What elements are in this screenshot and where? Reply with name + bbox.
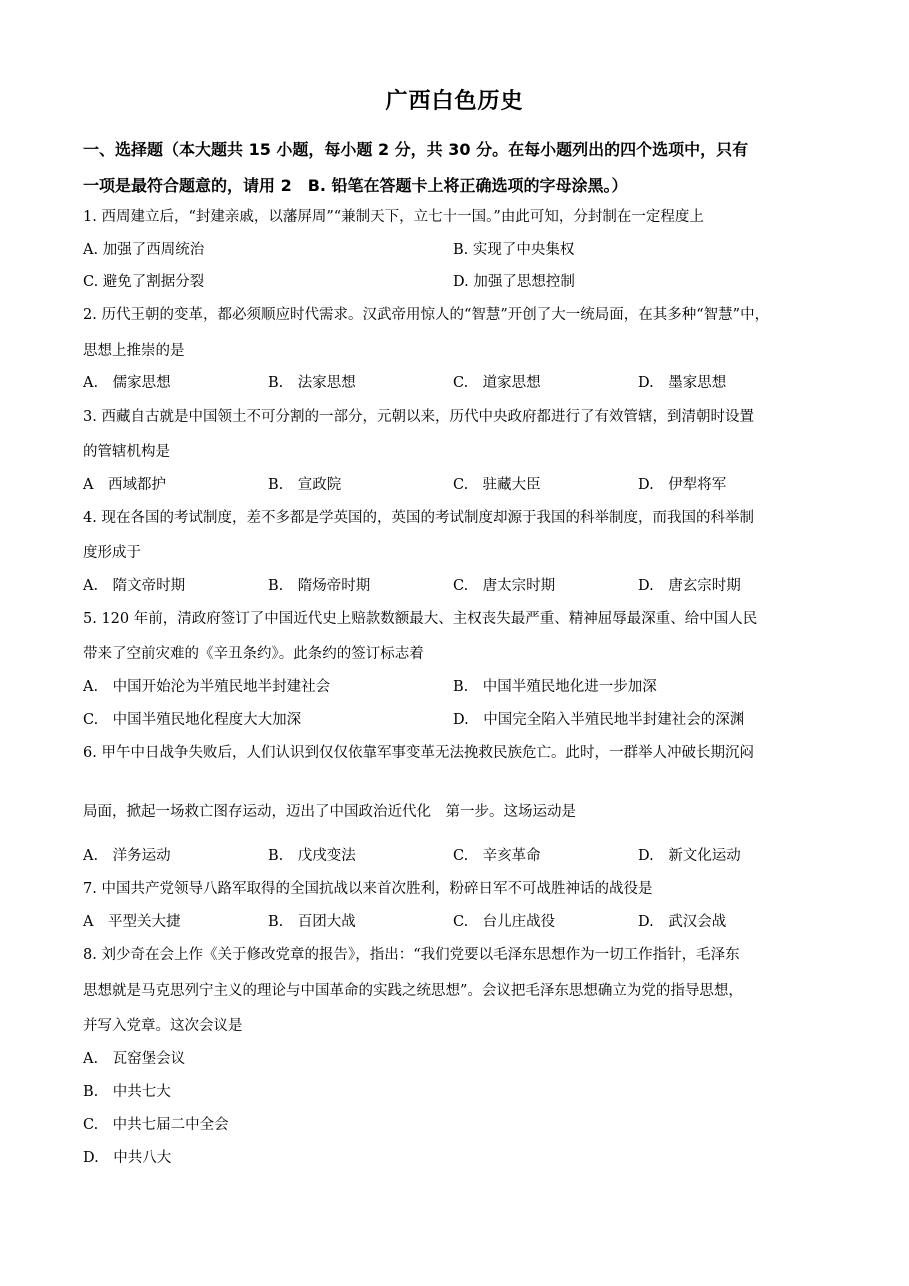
question-4-stem-line-2: 度形成于 [83, 545, 141, 561]
question-4-option-a: A. 隋文帝时期 [83, 578, 186, 594]
question-6-option-c: C. 辛亥革命 [453, 848, 541, 864]
section-heading-line-1: 一、选择题（本大题共 15 小题，每小题 2 分，共 30 分。在每小题列出的四个选项中，只有 [83, 140, 749, 159]
question-6-option-b: B. 戊戌变法 [268, 848, 356, 864]
question-8-option-a: A. 瓦窑堡会议 [83, 1051, 186, 1067]
question-5-stem-line-2: 带来了空前灾难的《辛丑条约》。此条约的签订标志着 [83, 646, 424, 662]
question-2-option-a: A. 儒家思想 [83, 375, 171, 391]
question-2-option-c: C. 道家思想 [453, 375, 541, 391]
question-4-option-c: C. 唐太宗时期 [453, 578, 556, 594]
question-6-stem-line-1: 6. 甲午中日战争失败后，人们认识到仅仅依靠军事变革无法挽救民族危亡。此时，一群举人冲破长期沉闷 [83, 745, 754, 761]
question-5-option-d: D. 中国完全陷入半殖民地半封建社会的深渊 [453, 712, 745, 728]
question-8-stem-line-2: 思想就是马克思列宁主义的理论与中国革命的实践之统思想”。会议把毛泽东思想确立为党的指导思想， [83, 983, 743, 999]
question-2-option-d: D. 墨家思想 [638, 375, 727, 391]
question-8-option-c: C. 中共七届二中全会 [83, 1117, 229, 1133]
question-1-option-c: C. 避免了割据分裂 [83, 274, 205, 290]
question-7-stem: 7. 中国共产党领导八路军取得的全国抗战以来首次胜利，粉碎日军不可战胜神话的战役是 [83, 881, 653, 897]
question-5-stem-line-1: 5. 120 年前，清政府签订了中国近代史上赔款数额最大、主权丧失最严重、精神屈辱最深重、给中国人民 [83, 611, 758, 627]
question-7-option-b: B. 百团大战 [268, 914, 356, 930]
question-3-stem-line-1: 3. 西藏自古就是中国领土不可分割的一部分，元朝以来，历代中央政府都进行了有效管辖，到清朝时设置 [83, 409, 754, 425]
question-3-stem-line-2: 的管辖机构是 [83, 444, 170, 460]
question-8-stem-line-1: 8. 刘少奇在会上作《关于修改党章的报告》，指出：“我们党要以毛泽东思想作为一切工作指针，毛泽东 [83, 947, 740, 963]
question-1-option-b: B. 实现了中央集权 [453, 242, 575, 258]
question-6-option-a: A. 洋务运动 [83, 848, 171, 864]
question-2-option-b: B. 法家思想 [268, 375, 356, 391]
question-7-option-d: D. 武汉会战 [638, 914, 727, 930]
question-3-option-d: D. 伊犁将军 [638, 477, 727, 493]
question-6-stem-line-2: 局面，掀起一场救亡图存运动，迈出了中国政治近代化 第一步。这场运动是 [83, 804, 576, 820]
question-6-option-d: D. 新文化运动 [638, 848, 741, 864]
question-5-option-b: B. 中国半殖民地化进一步加深 [453, 679, 657, 695]
question-4-stem-line-1: 4. 现在各国的考试制度，差不多都是学英国的，英国的考试制度却源于我国的科举制度，而我国的科举制 [83, 510, 754, 526]
question-1-stem: 1. 西周建立后，“封建亲戚，以藩屏周”“兼制天下，立七十一国。”由此可知，分封制在一定程度上 [83, 209, 704, 225]
question-4-option-d: D. 唐玄宗时期 [638, 578, 741, 594]
question-4-option-b: B. 隋炀帝时期 [268, 578, 371, 594]
question-2-stem-line-2: 思想上推崇的是 [83, 343, 185, 359]
question-8-stem-line-3: 并写入党章。这次会议是 [83, 1018, 243, 1034]
question-5-option-c: C. 中国半殖民地化程度大大加深 [83, 712, 302, 728]
question-3-option-a: A 西域都护 [83, 477, 166, 493]
question-3-option-b: B. 宣政院 [268, 477, 342, 493]
question-8-option-d: D. 中共八大 [83, 1150, 172, 1166]
question-3-option-c: C. 驻藏大臣 [453, 477, 541, 493]
question-2-stem-line-1: 2. 历代王朝的变革，都必须顺应时代需求。汉武帝用惊人的“智慧”开创了大一统局面，在其多种“智慧”中， [83, 307, 770, 323]
question-7-option-c: C. 台儿庄战役 [453, 914, 556, 930]
question-1-option-d: D. 加强了思想控制 [453, 274, 575, 290]
question-1-option-a: A. 加强了西周统治 [83, 242, 205, 258]
question-5-option-a: A. 中国开始沦为半殖民地半封建社会 [83, 679, 331, 695]
section-heading-line-2: 一项是最符合题意的，请用 2 B. 铅笔在答题卡上将正确选项的字母涂黑。） [83, 176, 628, 195]
page-title: 广西白色历史 [385, 89, 524, 114]
question-7-option-a: A 平型关大捷 [83, 914, 181, 930]
question-8-option-b: B. 中共七大 [83, 1084, 171, 1100]
